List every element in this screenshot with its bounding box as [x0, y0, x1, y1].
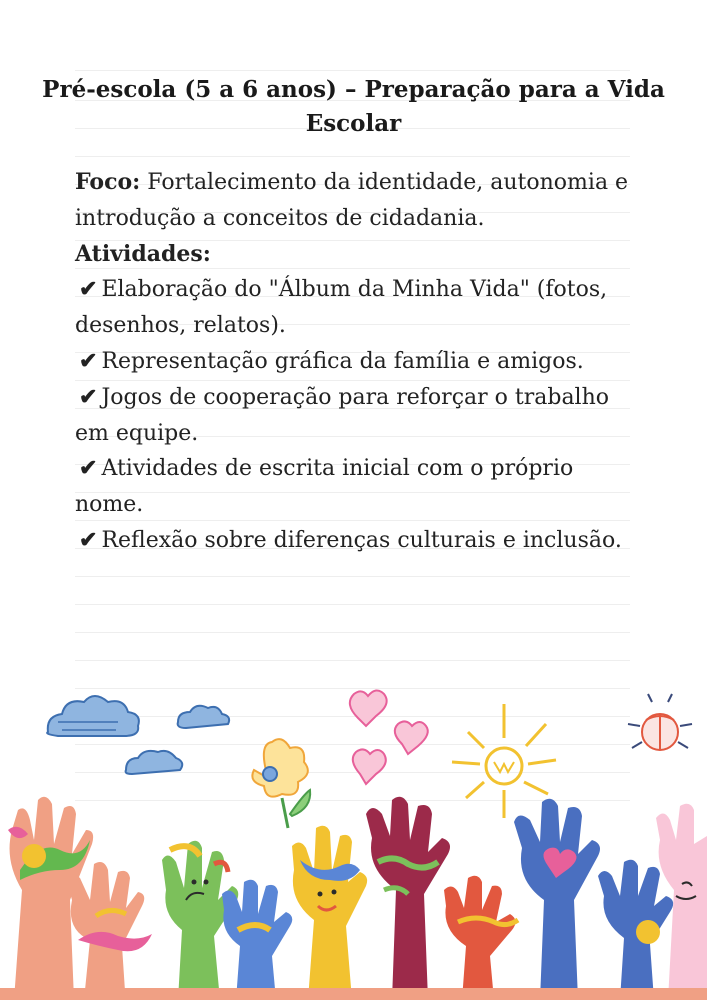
activity-item — [75, 344, 635, 380]
painted-hand-icon — [292, 826, 367, 1000]
children-hands-illustration — [0, 670, 707, 1000]
painted-hand-icon — [444, 876, 518, 1000]
painted-hand-icon — [66, 862, 152, 1000]
checkmark-icon: ✔ — [79, 383, 98, 410]
content-block — [75, 165, 635, 559]
heart-icon — [395, 721, 428, 754]
cloud-icon — [126, 751, 183, 774]
focus-paragraph — [75, 165, 635, 237]
activity-text: Atividades de escrita inicial com o próprio nome. — [75, 456, 574, 518]
checkmark-icon: ✔ — [79, 455, 98, 482]
activity-item — [75, 272, 635, 344]
activity-item — [75, 380, 635, 452]
painted-hand-icon — [598, 860, 673, 1000]
page-title: Pré-escola (5 a 6 anos) – Preparação para a Vida Escolar — [42, 76, 665, 138]
activity-text: Reflexão sobre diferenças culturais e inclusão. — [101, 527, 622, 553]
cloud-icon — [47, 696, 139, 736]
heart-icon — [353, 749, 386, 784]
heart-icon — [350, 690, 387, 726]
focus-text: Fortalecimento da identidade, autonomia e introdução a conceitos de cidadania. — [75, 170, 629, 231]
cloud-icon — [178, 706, 229, 728]
focus-label: Foco: — [75, 169, 141, 195]
checkmark-icon: ✔ — [79, 276, 98, 303]
flower-icon — [252, 739, 310, 828]
activity-item — [75, 523, 635, 559]
activity-text: Representação gráfica da família e amigos. — [101, 348, 584, 374]
activities-heading: Atividades: — [75, 240, 211, 267]
painted-hand-icon — [366, 797, 450, 1000]
painted-hand-icon — [514, 799, 600, 1000]
checkmark-icon: ✔ — [79, 526, 98, 553]
activity-item — [75, 451, 635, 523]
arms-band — [0, 988, 707, 1000]
checkmark-icon: ✔ — [79, 347, 98, 374]
activity-text: Elaboração do "Álbum da Minha Vida" (fotos, desenhos, relatos). — [75, 277, 608, 339]
painted-hand-icon — [222, 880, 292, 1000]
sun-icon — [452, 704, 556, 818]
ladybug-icon — [628, 694, 692, 750]
activity-text: Jogos de cooperação para reforçar o trabalho em equipe. — [75, 384, 610, 446]
